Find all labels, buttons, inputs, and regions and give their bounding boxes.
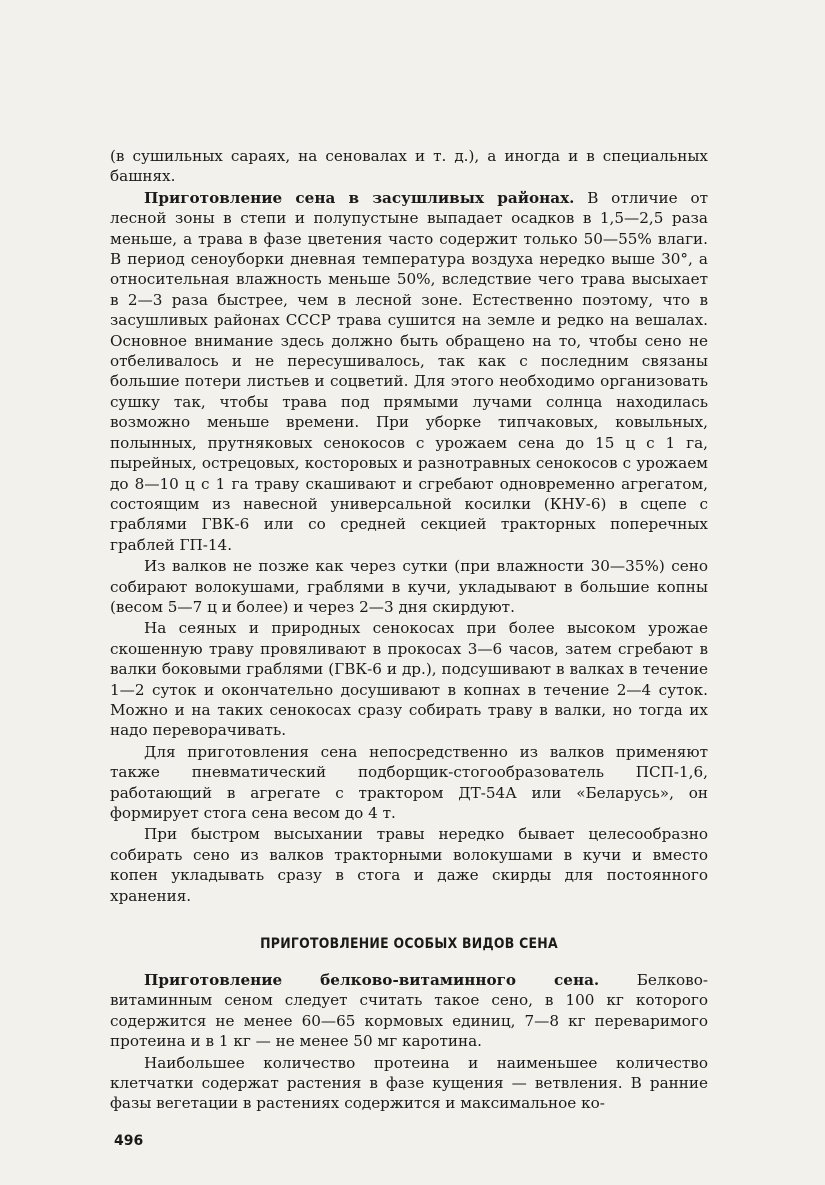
page-number: 496: [114, 1133, 144, 1149]
paragraph-protein-content: Наибольшее количество протеина и наименьшее количество клетчатки содержат растения в фазе кущения — ветвления. В ранние фазы вегетации в растениях содержится и максимальное ко-: [110, 1053, 708, 1113]
special-hay-text-block: [110, 970, 708, 1114]
protein-vitamin-paragraph: [110, 970, 708, 1052]
paragraph-pneumatic-pickup: Для приготовления сена непосредственно из валков применяют также пневматический подборщик-стогообразователь ПСП-1,6, работающий в агрегате с трактором ДТ-54А или «Беларусь», он формирует стога сена весом до 4 т.: [110, 742, 708, 822]
paragraph-sown-meadows: На сеяных и природных сенокосах при более высоком урожае скошенную траву провяливают в прокосах 3—6 часов, затем сгребают в валки боковыми граблями (ГВК-6 и др.), подсушивают в валках в течение 1—2 суток и окончательно досушивают в копнах в течение 2—4 суток. Можно и на таких сенокосах сразу собирать траву в валки, но тогда их надо переворачивать.: [110, 619, 708, 740]
arid-regions-text: В отличие от лесной зоны в степи и полупустыне выпадает осадков в 1,5—2,5 раза меньше, а трава в фазе цветения часто содержит только 50—55% влаги. В период сеноуборки дневная температура воздуха нередко выше 30°, а относительная влажность меньше 50%, вследствие чего трава высыхает в 2—3 раза быстрее, чем в лесной зоне. Естественно поэтому, что в засушливых районах СССР трава сушится на земле и редко на вешалах. Основное внимание здесь должно быть обращено на то, чтобы сено не отбеливалось и не пересушивалось, так как с последним связаны большие потери листьев и соцветий. Для этого необходимо организовать сушку так, чтобы трава под прямыми лучами солнца находилась возможно меньше времени. При уборке типчаковых, ковыльных, полынных, прутняковых сенокосов с урожаем сена до 15 ц с 1 га, пырейных, острецовых, косторовых и разнотравных сенокосов с урожаем до 8—10 ц с 1 га траву скашивают и сгребают одновременно агрегатом, состоящим из навесной универсальной косилки (КНУ-6) в сцепе с граблями ГВК-6 или со средней секцией тракторных поперечных граблей ГП-14.: [110, 188, 708, 554]
arid-regions-runin-heading: Приготовление сена в засушливых районах.: [144, 188, 575, 207]
paragraph-fast-drying: При быстром высыхании травы нередко бывает целесообразно собирать сено из валков тракторными волокушами в кучи и вместо копен укладывать сразу в стога и даже скирды для постоянного хранения.: [110, 825, 708, 905]
arid-regions-paragraph: [110, 188, 708, 555]
paragraph-windrows: Из валков не позже как через сутки (при влажности 30—35%) сено собирают волокушами, граблями в кучи, укладывают в большие копны (весом 5—7 ц и более) и через 2—3 дня скирдуют.: [110, 557, 708, 616]
main-text-block: [110, 146, 708, 906]
section-heading: ПРИГОТОВЛЕНИЕ ОСОБЫХ ВИДОВ СЕНА: [260, 936, 558, 952]
protein-vitamin-runin-heading: Приготовление белково-витаминного сена.: [144, 971, 600, 989]
protein-vitamin-text: Белково-витаминным сеном следует считать такое сено, в 100 кг которого содержится не менее 60—65 кормовых единиц, 7—8 кг переваримого протеина и в 1 кг — не менее 50 мг каротина.: [110, 971, 709, 1051]
continuation-paragraph: (в сушильных сараях, на сеновалах и т. д.), а иногда и в специальных башнях.: [110, 147, 708, 186]
